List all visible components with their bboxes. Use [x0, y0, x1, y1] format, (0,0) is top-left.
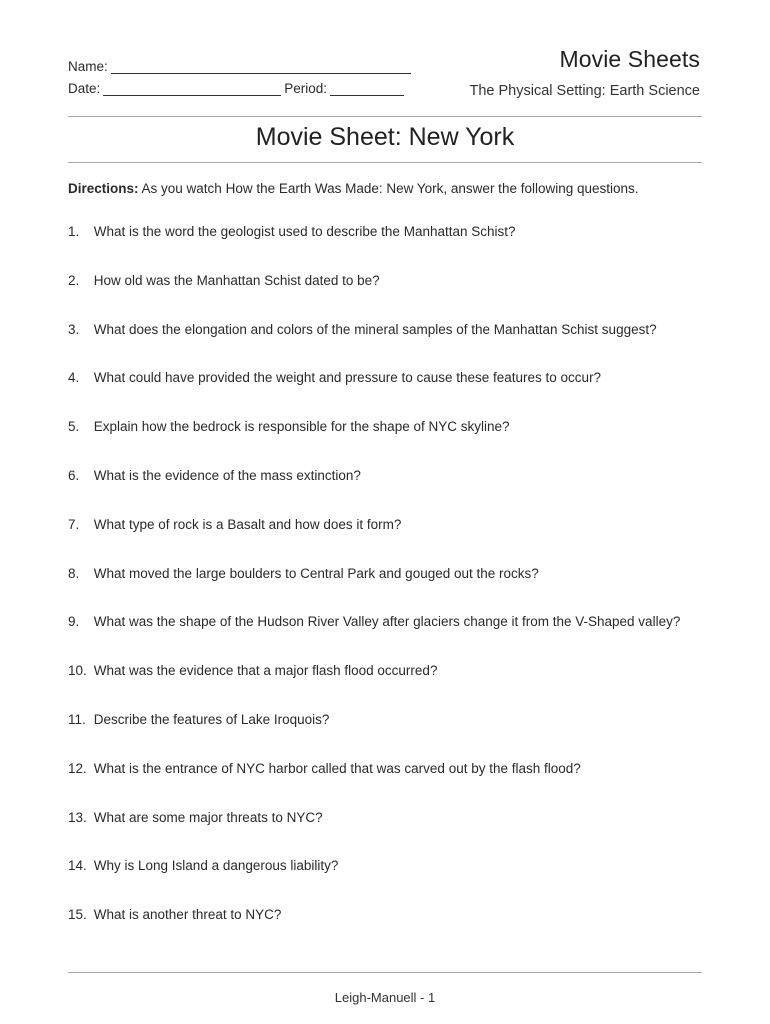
question-item — [68, 761, 708, 810]
question-text: What does the elongation and colors of the mineral samples of the Manhattan Schist suggest? — [93, 321, 657, 337]
question-text: What moved the large boulders to Central Park and gouged out the rocks? — [93, 565, 539, 581]
question-number: 7. — [68, 516, 80, 532]
directions — [68, 181, 639, 196]
question-number: 14. — [68, 858, 87, 874]
question-number: 10. — [68, 663, 87, 679]
question-number: 8. — [68, 565, 80, 581]
question-item — [68, 907, 708, 956]
name-label: Name: — [68, 59, 108, 74]
header-divider — [68, 116, 702, 117]
question-text: What are some major threats to NYC? — [93, 809, 323, 825]
question-text: What is the entrance of NYC harbor called that was carved out by the flash flood? — [93, 760, 581, 776]
question-item — [68, 858, 708, 907]
question-item — [68, 712, 708, 761]
page-footer: Leigh-Manuell - 1 — [334, 990, 436, 1005]
question-text: How old was the Manhattan Schist dated to be? — [93, 272, 380, 288]
question-number: 12. — [68, 760, 87, 776]
date-blank — [103, 83, 281, 96]
question-number: 6. — [68, 467, 80, 483]
question-item — [68, 663, 708, 712]
question-text: What was the evidence that a major flash flood occurred? — [93, 663, 438, 679]
directions-label: Directions: — [68, 181, 139, 196]
question-text: What is another threat to NYC? — [93, 907, 282, 923]
name-line — [68, 52, 414, 74]
question-text: What is the evidence of the mass extinction? — [93, 467, 361, 483]
date-label: Date: — [68, 81, 101, 96]
period-label: Period: — [284, 81, 328, 96]
period-blank — [330, 83, 404, 96]
question-text: Describe the features of Lake Iroquois? — [93, 711, 330, 727]
page-title: Movie Sheet: New York — [255, 123, 515, 151]
question-item — [68, 517, 708, 566]
question-number: 4. — [68, 370, 80, 386]
directions-text: As you watch How the Earth Was Made: New York, answer the following questions. — [141, 181, 639, 196]
question-item — [68, 224, 708, 273]
question-item — [68, 322, 708, 371]
question-text: What could have provided the weight and pressure to cause these features to occur? — [93, 370, 602, 386]
question-number: 11. — [68, 711, 86, 727]
question-text: Why is Long Island a dangerous liability? — [93, 858, 339, 874]
question-item — [68, 566, 708, 615]
question-item — [68, 370, 708, 419]
series-header — [469, 46, 700, 99]
question-number: 2. — [68, 272, 80, 288]
question-item — [68, 614, 708, 663]
series-title: Movie Sheets — [559, 46, 700, 72]
question-item — [68, 810, 708, 859]
question-text: Explain how the bedrock is responsible for the shape of NYC skyline? — [93, 419, 510, 435]
question-item — [68, 468, 708, 517]
question-list — [68, 224, 708, 956]
question-text: What is the word the geologist used to describe the Manhattan Schist? — [93, 224, 516, 239]
date-period-line — [68, 74, 414, 96]
title-divider — [68, 162, 702, 163]
name-blank — [111, 61, 411, 74]
student-info-block — [68, 52, 414, 96]
footer-divider — [68, 972, 702, 973]
question-number: 15. — [68, 907, 87, 923]
question-number: 3. — [68, 321, 80, 337]
question-number: 13. — [68, 809, 87, 825]
question-item — [68, 273, 708, 322]
question-number: 5. — [68, 419, 80, 435]
question-text: What type of rock is a Basalt and how does it form? — [93, 516, 402, 532]
series-subtitle: The Physical Setting: Earth Science — [469, 83, 700, 99]
question-text: What was the shape of the Hudson River Valley after glaciers change it from the V-Shaped valley? — [93, 614, 681, 630]
question-number: 9. — [68, 614, 80, 630]
question-item — [68, 419, 708, 468]
question-number: 1. — [68, 224, 80, 239]
